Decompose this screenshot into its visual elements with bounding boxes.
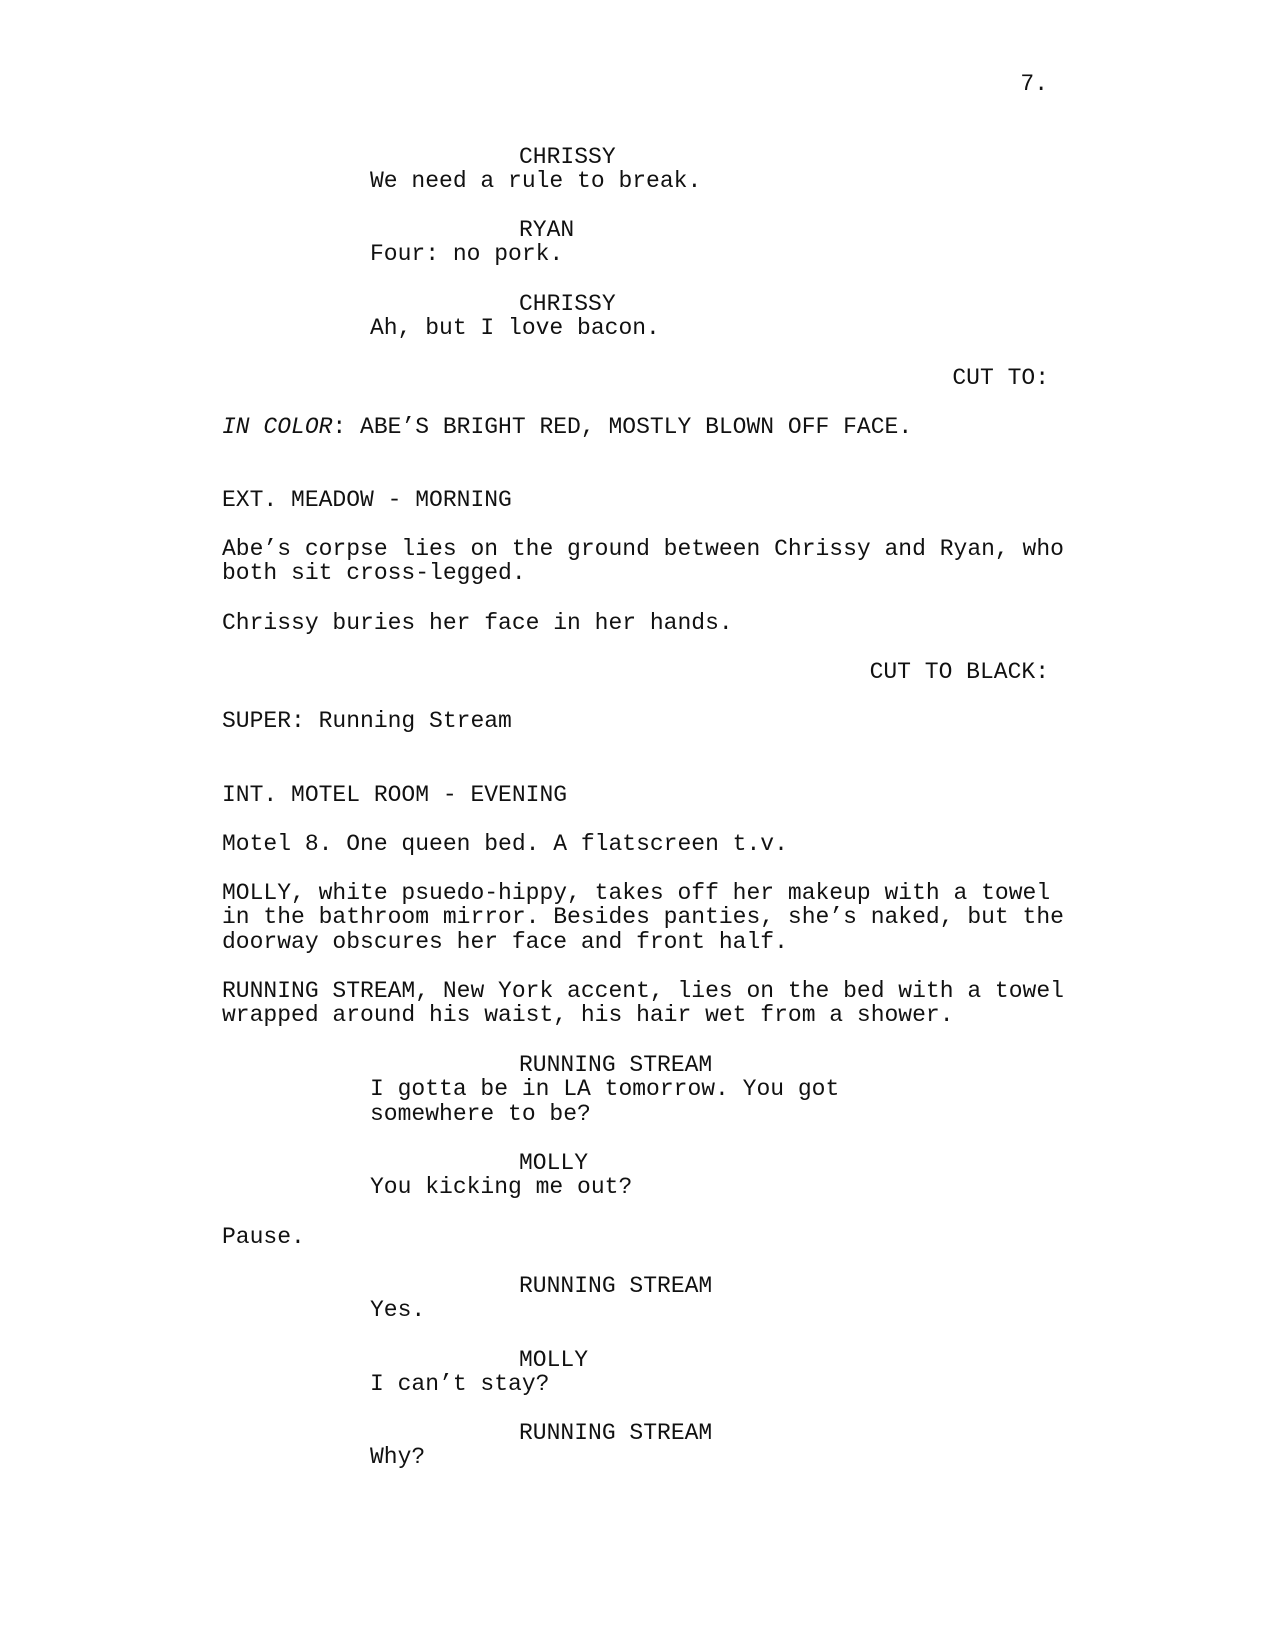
insert-text: : ABE’S BRIGHT RED, MOSTLY BLOWN OFF FACE. [332,414,913,440]
character-name: CHRISSY [519,144,616,170]
action-line: wrapped around his waist, his hair wet from a shower. [222,1002,954,1028]
dialogue: I gotta be in LA tomorrow. You got [370,1076,840,1102]
action-line: Abe’s corpse lies on the ground between Chrissy and Ryan, who [222,536,1064,562]
page-number: 7. [1020,71,1048,97]
character-name: MOLLY [519,1150,589,1176]
dialogue: Four: no pork. [370,241,564,267]
character-name: CHRISSY [519,291,616,317]
insert-shot [222,415,912,440]
action-line: Motel 8. One queen bed. A flatscreen t.v. [222,831,788,857]
scene-heading: INT. MOTEL ROOM - EVENING [222,782,568,808]
action-line: MOLLY, white psuedo-hippy, takes off her makeup with a towel [222,880,1051,906]
character-name: RUNNING STREAM [519,1273,713,1299]
dialogue: Yes. [370,1297,426,1323]
action-line: both sit cross-legged. [222,560,526,586]
character-name: RUNNING STREAM [519,1420,713,1446]
transition: CUT TO BLACK: [869,659,1049,685]
action-line: RUNNING STREAM, New York accent, lies on the bed with a towel [222,978,1064,1004]
character-name: RUNNING STREAM [519,1052,713,1078]
transition: CUT TO: [952,365,1049,391]
dialogue: Ah, but I love bacon. [370,315,660,341]
character-name: MOLLY [519,1347,589,1373]
dialogue: somewhere to be? [370,1101,591,1127]
super-title: SUPER: Running Stream [222,708,512,734]
dialogue: I can’t stay? [370,1371,550,1397]
action-line: doorway obscures her face and front half. [222,929,788,955]
dialogue: You kicking me out? [370,1174,633,1200]
action-line: Pause. [222,1224,305,1250]
insert-label: IN COLOR [222,414,333,440]
character-name: RYAN [519,217,575,243]
action-line: in the bathroom mirror. Besides panties, she’s naked, but the [222,904,1064,930]
action-line: Chrissy buries her face in her hands. [222,610,733,636]
scene-heading: EXT. MEADOW - MORNING [222,487,512,513]
dialogue: Why? [370,1444,426,1470]
dialogue: We need a rule to break. [370,168,702,194]
